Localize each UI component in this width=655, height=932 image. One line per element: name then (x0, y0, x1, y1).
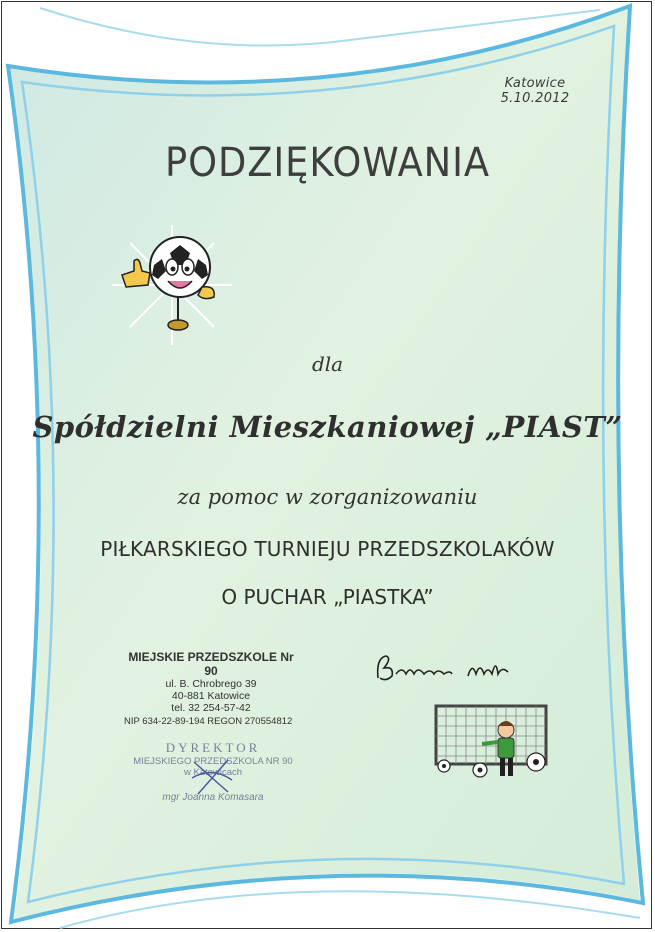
school-name: MIEJSKIE PRZEDSZKOLE Nr 90 (128, 650, 294, 678)
frame-sweep-top (40, 8, 600, 46)
director-org: MIEJSKIEGO PRZEDSZKOLA NR 90 (133, 756, 293, 767)
school-street: ul. B. Chrobrego 39 (165, 678, 257, 690)
school-city: 40-881 Katowice (171, 690, 251, 702)
director-signature-mark (188, 752, 238, 802)
event-title-line2: O PUCHAR „PIASTKA” (221, 585, 434, 609)
date-text: Katowice 5.10.2012 (500, 76, 570, 106)
recipient-name: Spółdzielni Mieszkaniowej „PIAST” (32, 410, 623, 444)
school-ids: NIP 634-22-89-194 REGON 270554812 (124, 716, 293, 727)
school-stamp (126, 650, 296, 727)
director-person: mgr Joanna Komasara (162, 792, 264, 803)
director-city: w Katowicach (183, 767, 243, 778)
director-title: DYREKTOR (165, 740, 261, 755)
signature-icon (372, 648, 522, 688)
reason-text: za pomoc w zorganizowaniu (177, 485, 478, 509)
event-title-line1: PIŁKARSKIEGO TURNIEJU PRZEDSZKOLAKÓW (100, 537, 555, 561)
certificate-title: PODZIĘKOWANIA (165, 140, 490, 186)
school-phone: tel. 32 254-57-42 (171, 702, 251, 714)
for-label: dla (311, 352, 344, 376)
goalkeeper-goal-icon (430, 700, 552, 788)
soccer-ball-mascot-icon (112, 225, 232, 345)
frame-sweep-bottom (60, 891, 640, 928)
